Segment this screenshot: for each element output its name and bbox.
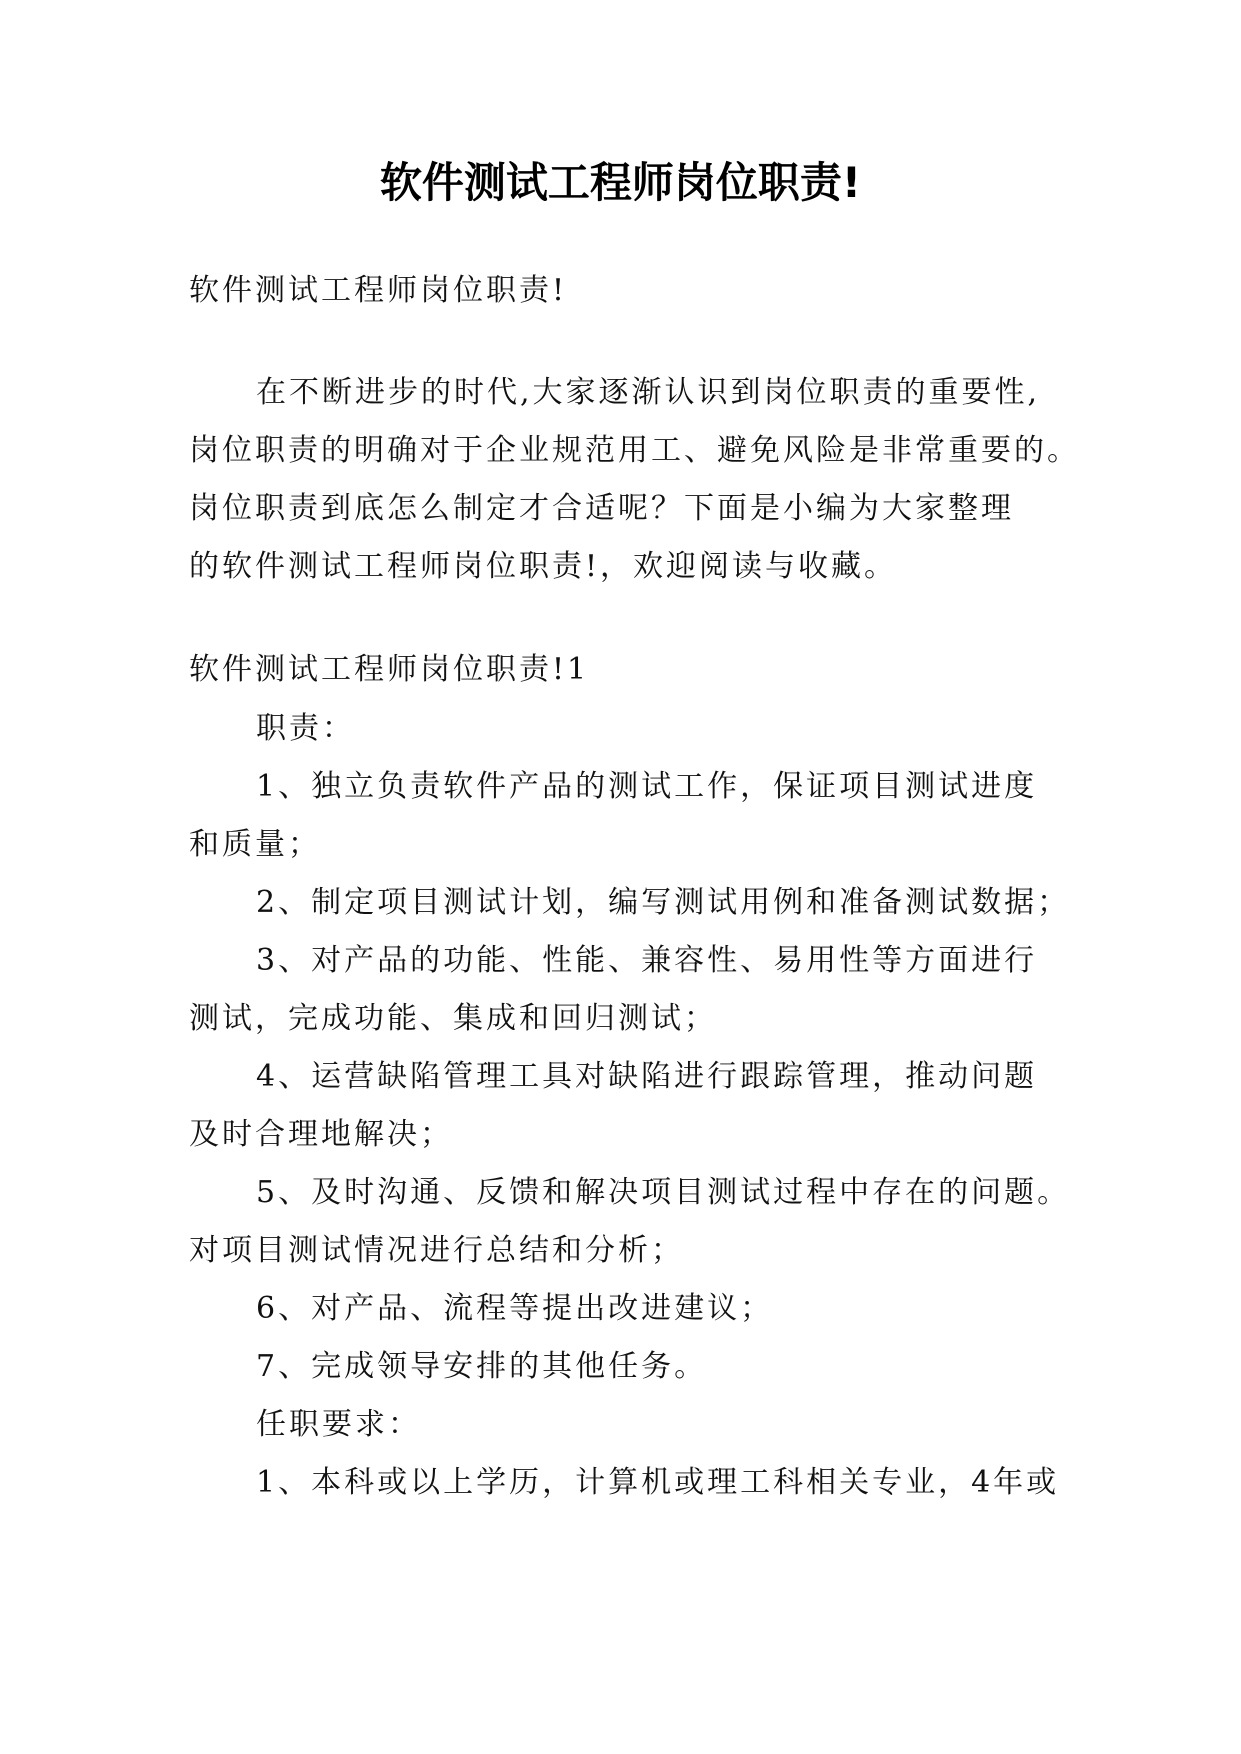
duty-line-5: 测试，完成功能、集成和回归测试； [189, 1001, 717, 1036]
duty-line-10: 6、对产品、流程等提出改进建议； [256, 1291, 774, 1326]
duty-line-11: 7、完成领导安排的其他任务。 [256, 1349, 708, 1384]
section-heading: 软件测试工程师岗位职责!1 [189, 652, 590, 687]
intro-line-3: 岗位职责到底怎么制定才合适呢？下面是小编为大家整理 [189, 491, 1014, 526]
intro-line-4: 的软件测试工程师岗位职责!，欢迎阅读与收藏。 [189, 549, 898, 584]
duty-line-7: 及时合理地解决； [189, 1117, 453, 1152]
duty-line-2: 和质量； [189, 827, 321, 862]
duty-line-3: 2、制定项目测试计划，编写测试用例和准备测试数据； [256, 885, 1071, 920]
duty-line-4: 3、对产品的功能、性能、兼容性、易用性等方面进行 [256, 943, 1038, 978]
duties-label: 职责： [256, 711, 355, 746]
intro-line-1: 在不断进步的时代,大家逐渐认识到岗位职责的重要性, [256, 375, 1041, 410]
intro-line-2: 岗位职责的明确对于企业规范用工、避免风险是非常重要的。 [189, 433, 1080, 468]
duty-line-8: 5、及时沟通、反馈和解决项目测试过程中存在的问题。 [256, 1175, 1071, 1210]
document-title: 软件测试工程师岗位职责! [379, 158, 862, 207]
requirements-label: 任职要求： [256, 1407, 421, 1442]
document-subtitle: 软件测试工程师岗位职责! [189, 273, 568, 308]
duty-line-1: 1、独立负责软件产品的测试工作，保证项目测试进度 [256, 769, 1038, 804]
duty-line-9: 对项目测试情况进行总结和分析； [189, 1233, 684, 1268]
duty-line-6: 4、运营缺陷管理工具对缺陷进行跟踪管理，推动问题 [256, 1059, 1038, 1094]
requirement-line-1: 1、本科或以上学历，计算机或理工科相关专业，4年或 [256, 1465, 1060, 1500]
